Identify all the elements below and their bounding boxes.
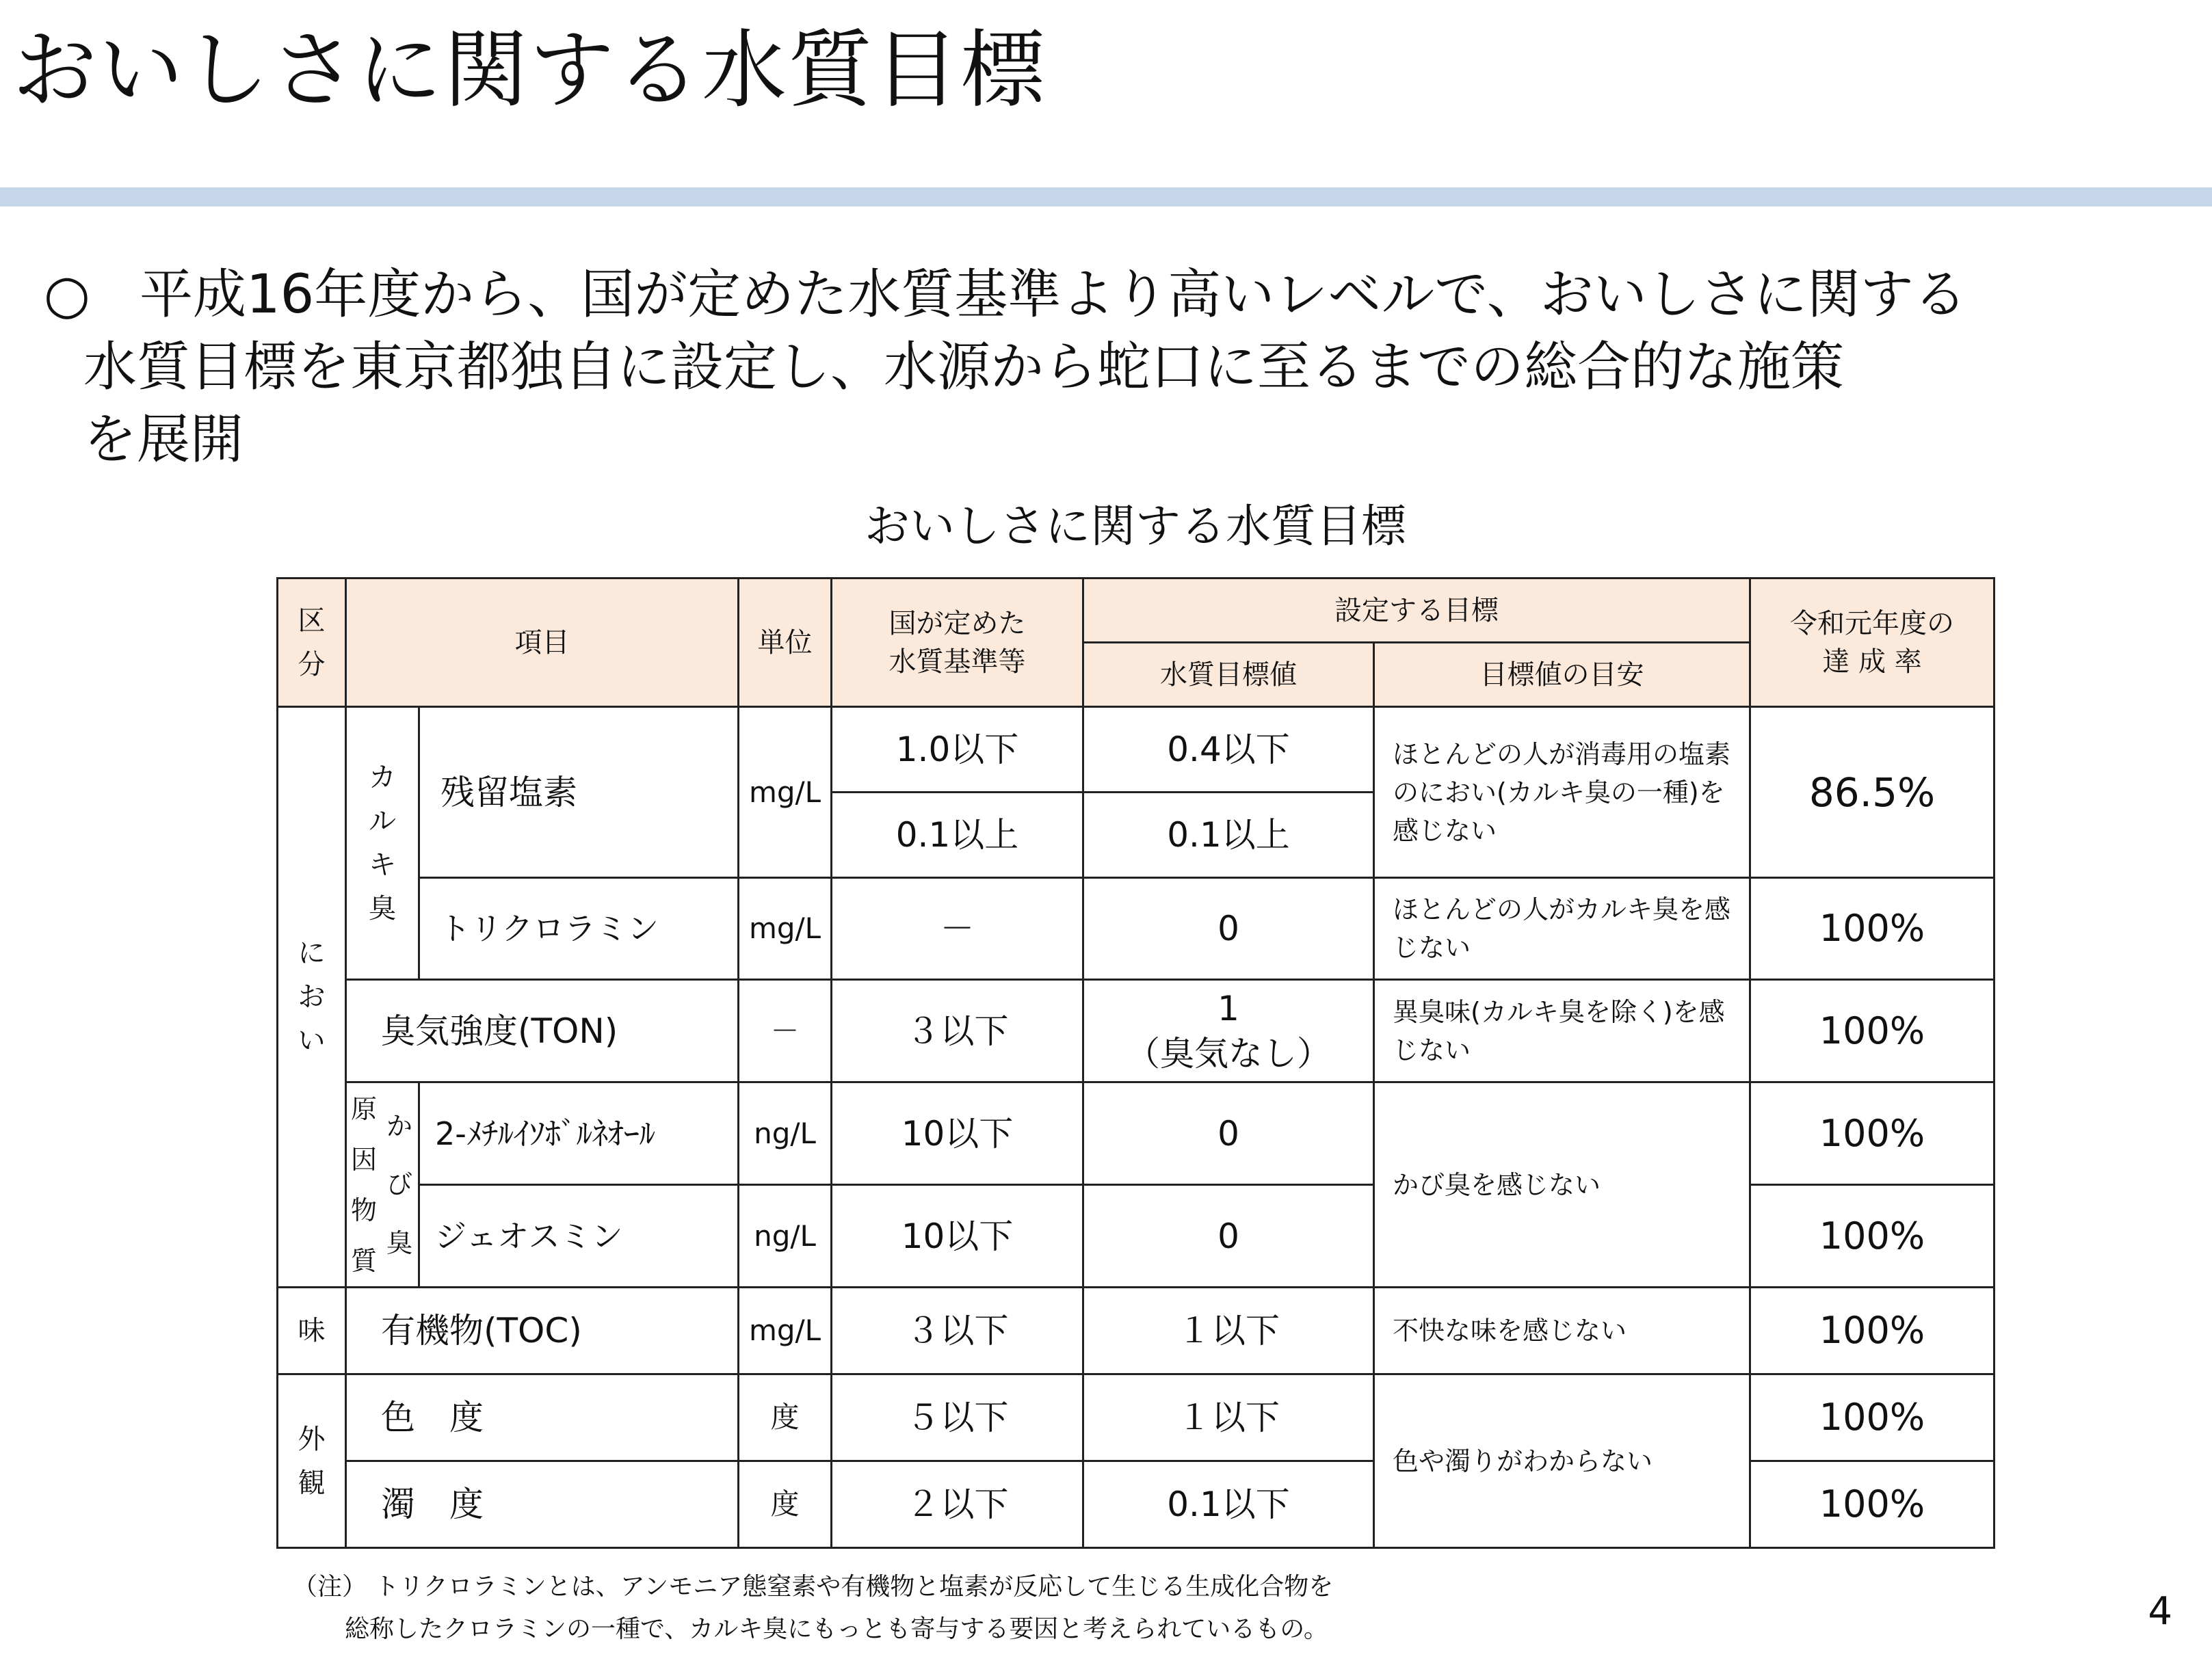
footnote-line-2: 総称したクロラミンの一種で、カルキ臭にもっとも寄与する要因と考えられているもの。 — [345, 1615, 1328, 1643]
intro-paragraph — [44, 258, 2130, 476]
standard-2-mib: 10以下 — [832, 1082, 1083, 1185]
guide-residual-chlorine: ほとんどの人が消毒用の塩素のにおい(カルキ臭の一種)を感じない — [1374, 707, 1750, 878]
target-residual-chlorine-lower: 0.1以上 — [1083, 793, 1374, 878]
header-unit: 単位 — [739, 578, 832, 707]
rate-odor-intensity: 100% — [1750, 980, 1994, 1082]
standard-color: ５以下 — [832, 1374, 1083, 1461]
standard-trichloramine: － — [832, 878, 1083, 980]
table-header-row — [278, 578, 1994, 643]
rate-turbidity: 100% — [1750, 1461, 1994, 1548]
water-quality-goal-table — [276, 577, 1995, 1549]
header-national-standard: 国が定めた 水質基準等 — [832, 578, 1083, 707]
rate-trichloramine: 100% — [1750, 878, 1994, 980]
rate-residual-chlorine: 86.5% — [1750, 707, 1994, 878]
table-row — [278, 878, 1994, 980]
header-category: 区 分 — [278, 578, 346, 707]
target-trichloramine: 0 — [1083, 878, 1374, 980]
target-geosmin: 0 — [1083, 1185, 1374, 1288]
unit-2-mib: ng/L — [739, 1082, 832, 1185]
guide-trichloramine: ほとんどの人がカルキ臭を感じない — [1374, 878, 1750, 980]
header-target-group: 設定する目標 — [1083, 578, 1750, 643]
bullet-circle-icon: ○ — [44, 264, 91, 325]
header-target-value: 水質目標値 — [1083, 643, 1374, 707]
group-label-gaikan: 外 観 — [278, 1374, 346, 1548]
intro-line-2: 水質目標を東京都独自に設定し、水源から蛇口に至るまでの総合的な施策 — [83, 336, 1845, 398]
item-2-mib: 2-ﾒﾁﾙｲｿﾎﾞﾙﾈｵｰﾙ — [419, 1082, 739, 1185]
rate-2-mib: 100% — [1750, 1082, 1994, 1185]
target-2-mib: 0 — [1083, 1082, 1374, 1185]
page-number: 4 — [2148, 1589, 2172, 1634]
item-odor-intensity: 臭気強度(TON) — [346, 980, 739, 1082]
unit-toc: mg/L — [739, 1288, 832, 1374]
unit-odor-intensity: － — [739, 980, 832, 1082]
table-caption: おいしさに関する水質目標 — [865, 500, 1406, 553]
rate-color: 100% — [1750, 1374, 1994, 1461]
standard-geosmin: 10以下 — [832, 1185, 1083, 1288]
item-turbidity: 濁 度 — [346, 1461, 739, 1548]
item-geosmin: ジェオスミン — [419, 1185, 739, 1288]
title-underline-bar — [0, 187, 2212, 207]
table-row — [278, 1288, 1994, 1374]
rate-geosmin: 100% — [1750, 1185, 1994, 1288]
guide-odor-intensity: 異臭味(カルキ臭を除く)を感じない — [1374, 980, 1750, 1082]
guide-toc: 不快な味を感じない — [1374, 1288, 1750, 1374]
table-row — [278, 980, 1994, 1082]
standard-turbidity: ２以下 — [832, 1461, 1083, 1548]
target-residual-chlorine-upper: 0.4以下 — [1083, 707, 1374, 793]
slide-title: おいしさに関する水質目標 — [12, 21, 1047, 120]
footnote-line-1: （注） トリクロラミンとは、アンモニア態窒素や有機物と塩素が反応して生じる生成化合物を — [293, 1573, 1334, 1601]
standard-residual-chlorine-upper: 1.0以下 — [832, 707, 1083, 793]
guide-appearance: 色や濁りがわからない — [1374, 1374, 1750, 1548]
unit-trichloramine: mg/L — [739, 878, 832, 980]
target-turbidity: 0.1以下 — [1083, 1461, 1374, 1548]
unit-color: 度 — [739, 1374, 832, 1461]
standard-toc: ３以下 — [832, 1288, 1083, 1374]
target-odor-intensity: 1 （臭気なし） — [1083, 980, 1374, 1082]
header-target-guide: 目標値の目安 — [1374, 643, 1750, 707]
unit-turbidity: 度 — [739, 1461, 832, 1548]
group-label-kabi: か び 臭 — [386, 1111, 412, 1258]
group-label-genin-kabi — [346, 1082, 419, 1288]
header-achievement-rate: 令和元年度の 達 成 率 — [1750, 578, 1994, 707]
group-label-genin: 原 因 物 質 — [350, 1093, 377, 1276]
table-row — [278, 1374, 1994, 1461]
standard-odor-intensity: ３以下 — [832, 980, 1083, 1082]
table-row — [278, 707, 1994, 793]
intro-text-1: 平成16年度から、国が定めた水質基準より高いレベルで、おいしさに関する — [140, 264, 1967, 325]
intro-line-3: を展開 — [83, 409, 244, 470]
standard-residual-chlorine-lower: 0.1以上 — [832, 793, 1083, 878]
item-toc: 有機物(TOC) — [346, 1288, 739, 1374]
item-color: 色 度 — [346, 1374, 739, 1461]
group-label-karuki: カ ル キ 臭 — [346, 707, 419, 980]
intro-line-1 — [44, 258, 2130, 331]
table-row — [278, 1082, 1994, 1185]
header-item: 項目 — [346, 578, 739, 707]
item-residual-chlorine: 残留塩素 — [419, 707, 739, 878]
item-trichloramine: トリクロラミン — [419, 878, 739, 980]
unit-geosmin: ng/L — [739, 1185, 832, 1288]
group-label-nioi: に お い — [278, 707, 346, 1288]
target-color: １以下 — [1083, 1374, 1374, 1461]
guide-musty-odor: かび臭を感じない — [1374, 1082, 1750, 1288]
group-label-aji: 味 — [278, 1288, 346, 1374]
unit-residual-chlorine: mg/L — [739, 707, 832, 878]
rate-toc: 100% — [1750, 1288, 1994, 1374]
target-toc: １以下 — [1083, 1288, 1374, 1374]
footnote — [293, 1566, 1333, 1651]
